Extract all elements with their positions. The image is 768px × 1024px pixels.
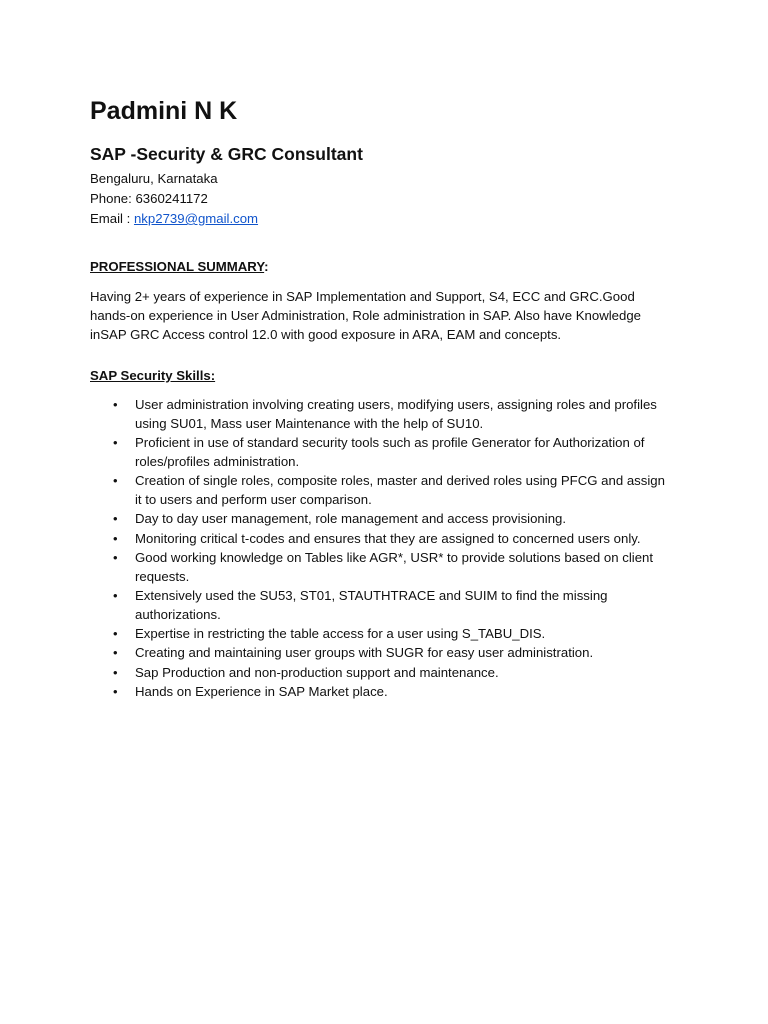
email-link[interactable]: nkp2739@gmail.com <box>133 211 259 226</box>
summary-heading-text: PROFESSIONAL SUMMARY <box>90 259 265 274</box>
list-item <box>90 434 672 472</box>
skills-list <box>90 396 672 702</box>
phone-line <box>90 189 672 209</box>
bullet-icon: • <box>113 530 118 546</box>
list-item <box>90 625 672 644</box>
bullet-icon: • <box>113 511 118 527</box>
email-label: Email : <box>90 211 134 226</box>
bullet-icon: • <box>113 435 118 451</box>
job-title: SAP -Security & GRC Consultant <box>90 144 363 164</box>
list-item-text: Creating and maintaining user groups with SUGR for easy user administration. <box>135 645 594 661</box>
skills-heading <box>90 366 672 386</box>
list-item-text: Sap Production and non-production support and maintenance. <box>135 664 499 680</box>
list-item-text: Extensively used the SU53, ST01, STAUTHTRACE and SUIM to find the missing authorizations. <box>135 587 608 622</box>
list-item <box>90 664 672 683</box>
bullet-icon: • <box>113 645 118 661</box>
list-item <box>90 472 672 510</box>
list-item <box>90 683 672 702</box>
bullet-icon: • <box>113 626 118 642</box>
list-item <box>90 549 672 587</box>
list-item-text: Day to day user management, role management and access provisioning. <box>135 511 567 527</box>
list-item <box>90 587 672 625</box>
list-item <box>90 644 672 663</box>
phone-label: Phone: <box>90 191 136 206</box>
skills-heading-text: SAP Security Skills: <box>90 368 216 383</box>
bullet-icon: • <box>113 683 118 699</box>
list-item <box>90 530 672 549</box>
candidate-name: Padmini N K <box>90 97 238 125</box>
summary-heading-colon: : <box>264 259 269 274</box>
list-item-text: Creation of single roles, composite roles, master and derived roles using PFCG and assign it to users and perform user comparison. <box>135 473 665 507</box>
bullet-icon: • <box>113 397 118 412</box>
list-item-text: Expertise in restricting the table access for a user using S_TABU_DIS. <box>135 626 546 642</box>
bullet-icon: • <box>113 664 118 680</box>
summary-text: Having 2+ years of experience in SAP Implementation and Support, S4, ECC and GRC.Good hands-on experience in User Administration, Role administration in SAP. Also have Knowledge inSAP GRC Access control 12.0 with good exposure in ARA, EAM and concepts. <box>90 289 642 342</box>
list-item-text: Good working knowledge on Tables like AGR*, USR* to provide solutions based on client requests. <box>135 549 654 584</box>
list-item <box>90 510 672 529</box>
email-line <box>90 209 672 229</box>
summary-heading <box>90 257 672 277</box>
list-item-text: Monitoring critical t-codes and ensures that they are assigned to concerned users only. <box>135 530 641 546</box>
list-item-text: Proficient in use of standard security tools such as profile Generator for Authorization of roles/profiles administration. <box>135 435 645 469</box>
list-item-text: User administration involving creating users, modifying users, assigning roles and profiles using SU01, Mass user Maintenance with the help of SU10. <box>135 397 657 431</box>
bullet-icon: • <box>113 473 118 489</box>
bullet-icon: • <box>113 587 118 603</box>
list-item-text: Hands on Experience in SAP Market place. <box>135 683 388 699</box>
bullet-icon: • <box>113 549 118 565</box>
list-item <box>90 396 672 434</box>
phone-number: 6360241172 <box>135 191 208 206</box>
location: Bengaluru, Karnataka <box>90 171 218 186</box>
